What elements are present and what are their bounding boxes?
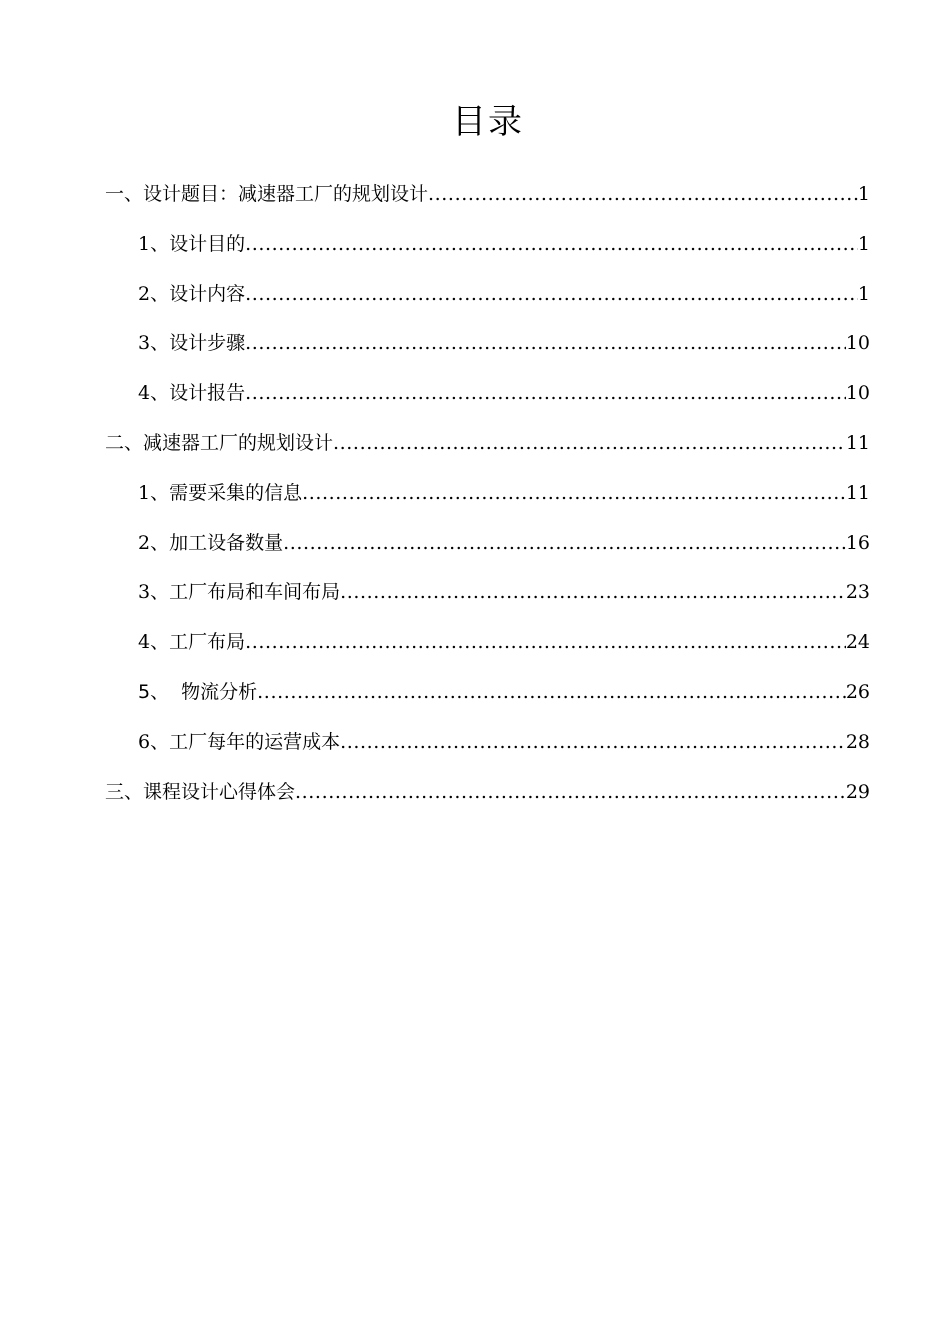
toc-list — [105, 170, 870, 817]
toc-entry-label: 4、设计报告 — [138, 382, 246, 405]
toc-entry[interactable] — [105, 768, 870, 818]
toc-entry[interactable] — [105, 668, 870, 718]
toc-entry[interactable] — [105, 718, 870, 768]
toc-entry-page: 24 — [845, 631, 870, 654]
toc-entry-page: 28 — [845, 730, 870, 753]
toc-entry-page: 23 — [845, 581, 870, 604]
toc-entry-label: 二、减速器工厂的规划设计 — [105, 431, 334, 454]
toc-entry-label: 2、加工设备数量 — [138, 531, 284, 554]
toc-entry-page: 10 — [845, 382, 870, 405]
toc-entry-page: 29 — [845, 780, 870, 803]
toc-entry-label: 一、设计题目：减速器工厂的规划设计 — [105, 183, 429, 205]
toc-leader-dots — [245, 618, 846, 668]
toc-entry[interactable] — [105, 618, 870, 668]
toc-entry[interactable] — [105, 220, 870, 270]
toc-entry[interactable] — [105, 419, 870, 469]
toc-entry-page: 26 — [845, 680, 870, 703]
toc-leader-dots — [245, 220, 858, 270]
toc-entry-label: 3、设计步骤 — [138, 332, 246, 355]
toc-leader-dots — [333, 419, 846, 469]
toc-entry[interactable] — [105, 270, 870, 320]
toc-entry-page: 10 — [845, 332, 870, 355]
toc-entry-label: 6、工厂每年的运营成本 — [138, 730, 341, 753]
toc-leader-dots — [302, 469, 846, 519]
toc-entry[interactable] — [105, 369, 870, 419]
toc-entry-label: 5、 物流分析 — [138, 680, 258, 703]
toc-leader-dots — [245, 270, 858, 320]
toc-leader-dots — [428, 170, 858, 220]
toc-entry[interactable] — [105, 568, 870, 618]
toc-entry[interactable] — [105, 469, 870, 519]
toc-leader-dots — [257, 668, 846, 718]
toc-entry[interactable] — [105, 170, 870, 220]
toc-entry-page: 11 — [845, 481, 870, 504]
toc-entry-label: 4、工厂布局 — [138, 631, 246, 654]
toc-entry-page: 1 — [857, 282, 870, 305]
toc-entry-label: 3、工厂布局和车间布局 — [138, 581, 341, 604]
toc-entry-page: 1 — [857, 232, 870, 255]
toc-entry-label: 三、课程设计心得体会 — [105, 780, 296, 803]
toc-leader-dots — [245, 319, 846, 369]
toc-entry-page: 16 — [845, 531, 870, 554]
toc-entry-label: 1、设计目的 — [138, 232, 246, 255]
toc-entry-label: 2、设计内容 — [138, 282, 246, 305]
toc-leader-dots — [340, 718, 846, 768]
toc-leader-dots — [283, 519, 846, 569]
toc-leader-dots — [295, 768, 846, 818]
toc-leader-dots — [245, 369, 846, 419]
toc-entry-label: 1、需要采集的信息 — [138, 481, 303, 504]
toc-entry-page: 1 — [857, 183, 870, 205]
toc-entry[interactable] — [105, 319, 870, 369]
toc-leader-dots — [340, 568, 846, 618]
toc-title: 目录 — [452, 102, 524, 142]
toc-entry[interactable] — [105, 519, 870, 569]
toc-entry-page: 11 — [845, 431, 870, 454]
